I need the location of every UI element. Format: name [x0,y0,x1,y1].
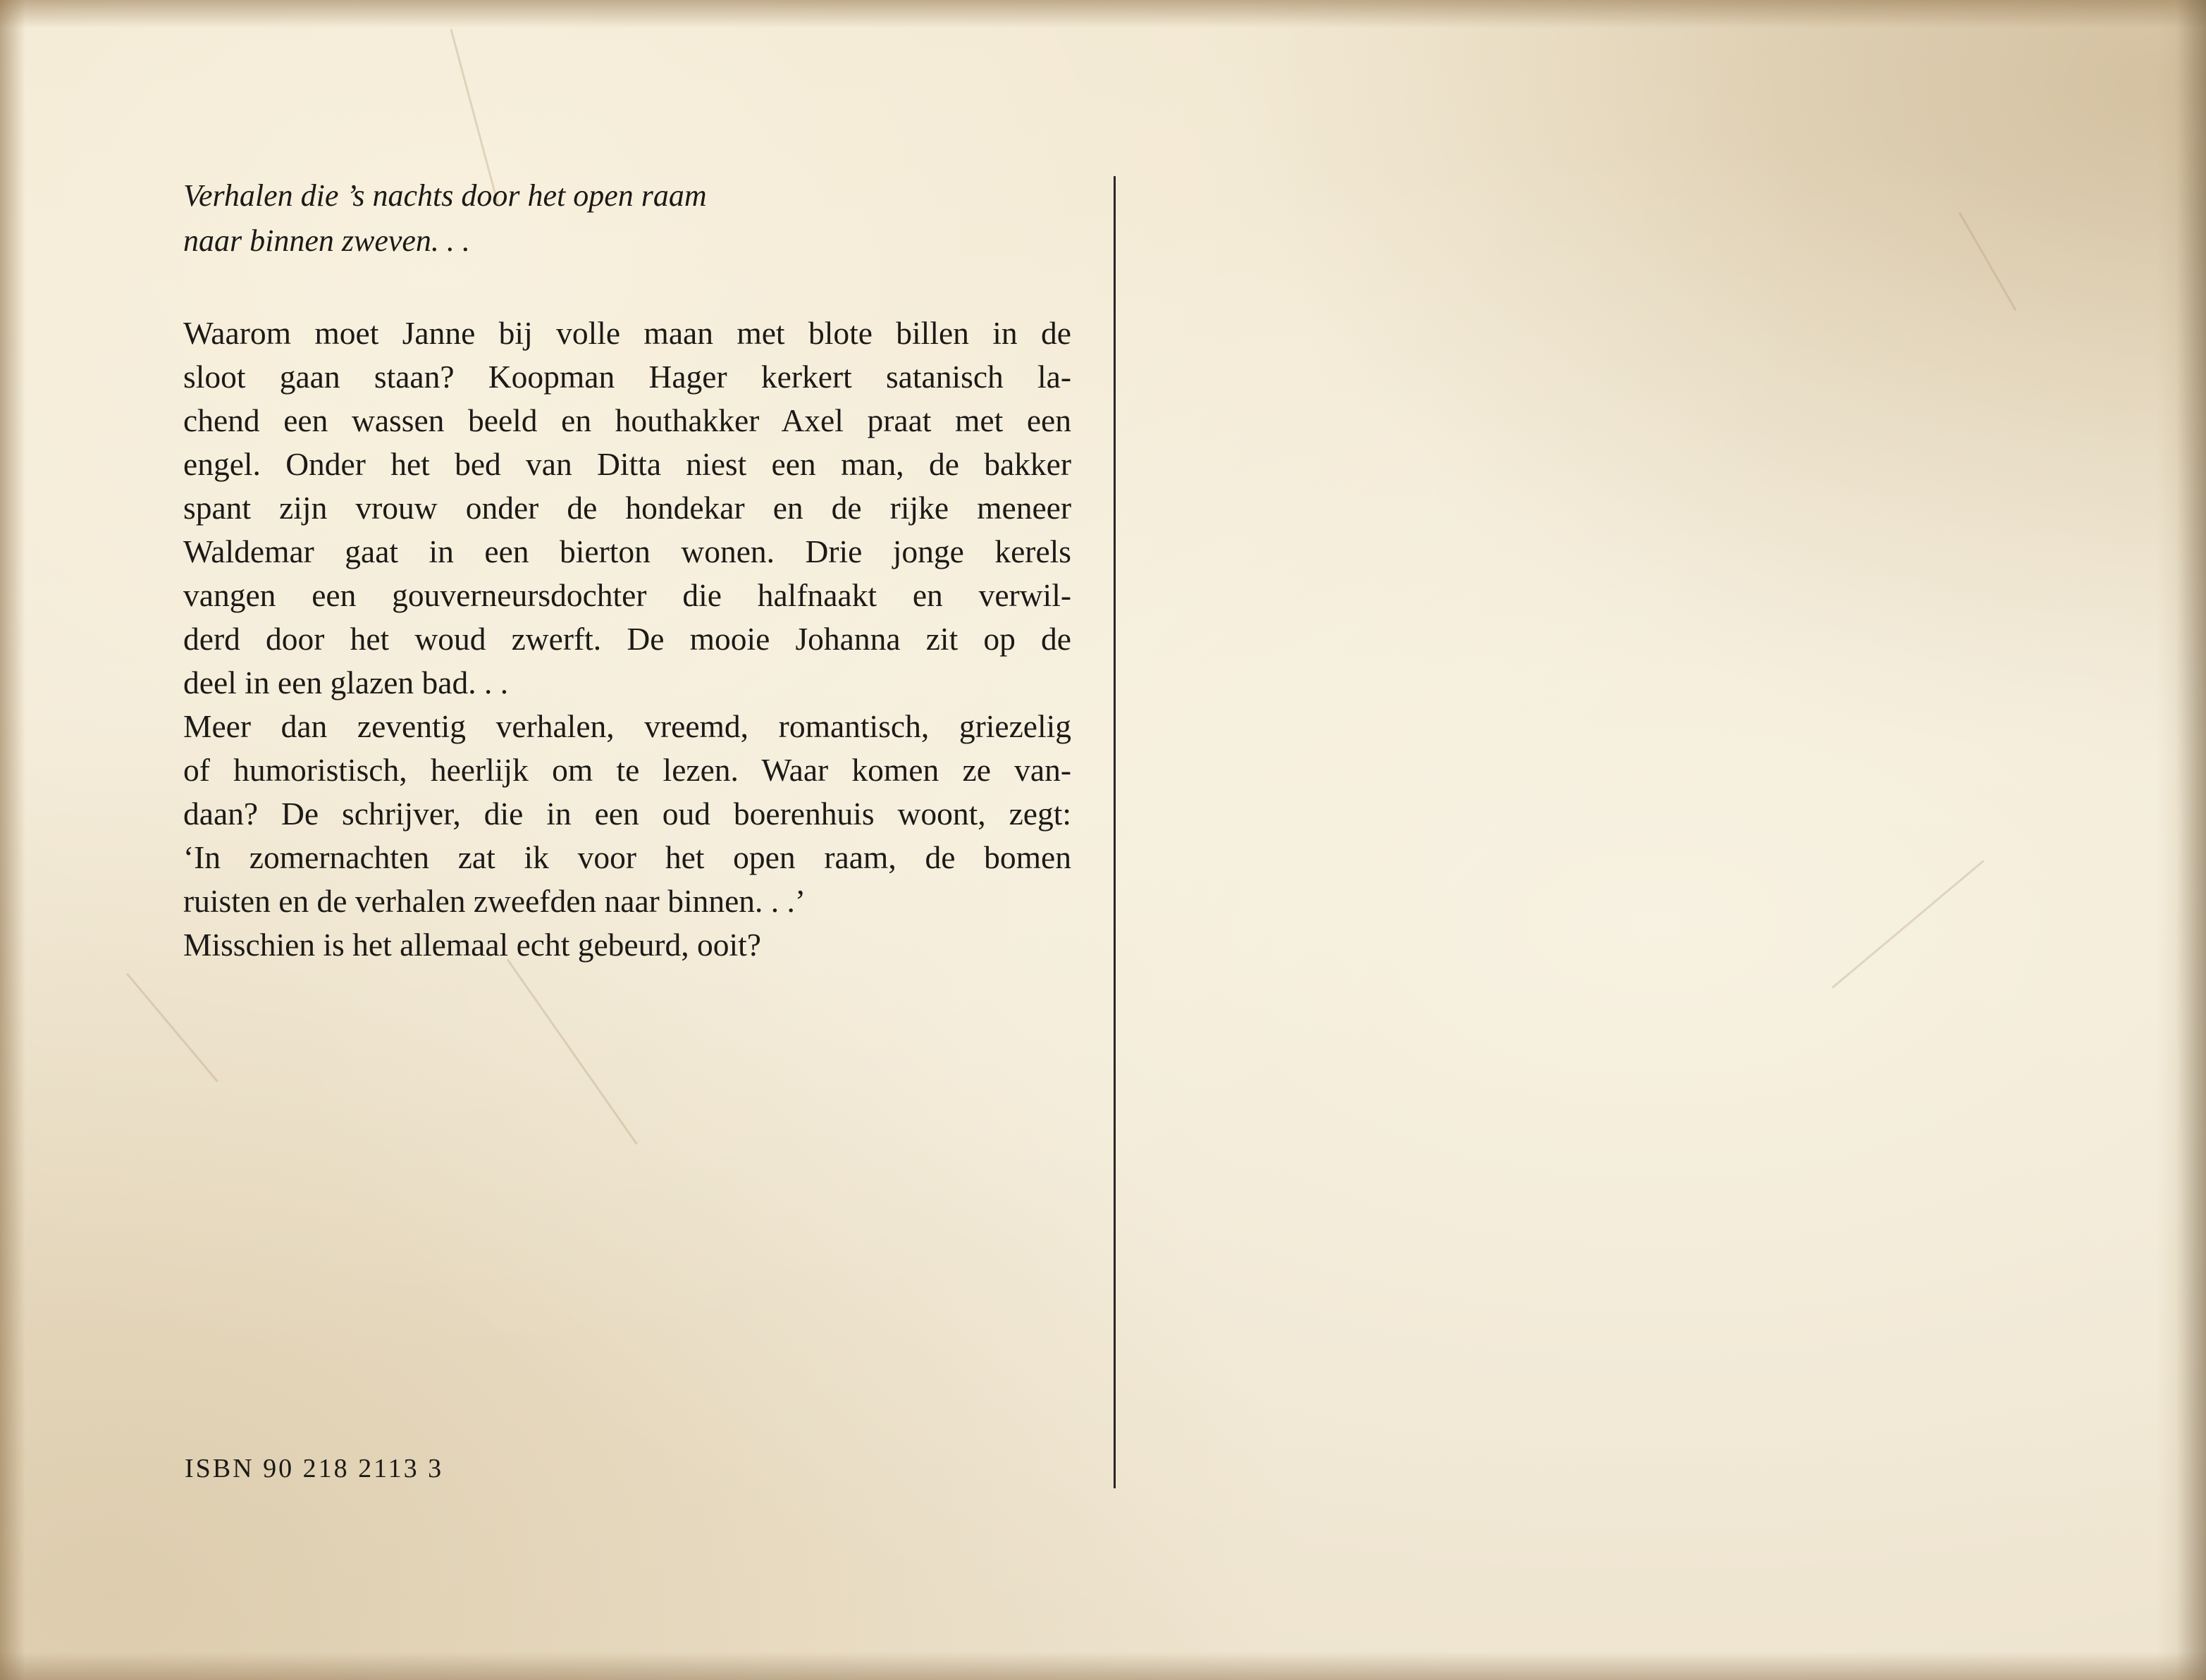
tagline [183,173,1071,264]
blurb-line: spant zijn vrouw onder de hondekar en de rijke meneer [183,490,1071,526]
blurb-line: Misschien is het allemaal echt gebeurd, ooit? [183,927,761,963]
blurb-line: deel in een glazen bad. . . [183,665,509,700]
paper-crease [1959,212,2017,311]
paper-crease [507,959,638,1145]
blurb-line: of humoristisch, heerlijk om te lezen. Waar komen ze van- [183,752,1071,788]
isbn-number: ISBN 90 218 2113 3 [185,1454,444,1483]
paper-edge-top [0,0,2206,28]
blurb-line: daan? De schrijver, die in een oud boerenhuis woont, zegt: [183,796,1071,832]
paper-edge-right [2157,0,2206,1680]
tagline-line: Verhalen die ’s nachts door het open raam [183,178,707,213]
blurb-line: Waldemar gaat in een bierton wonen. Drie jonge kerels [183,533,1071,569]
blurb-line: ruisten en de verhalen zweefden naar binnen. . .’ [183,883,806,919]
paper-crease [1832,860,1984,988]
paper-crease [126,973,218,1082]
blurb-line: Meer dan zeventig verhalen, vreemd, romantisch, griezelig [183,708,1071,744]
paper-edge-left [0,0,25,1680]
blurb-paragraph [183,311,1071,967]
blurb-line: Waarom moet Janne bij volle maan met blote billen in de [183,315,1071,351]
paper-edge-bottom [0,1652,2206,1680]
blurb-line: sloot gaan staan? Koopman Hager kerkert satanisch la- [183,359,1071,395]
blurb-text-block [183,173,1071,967]
blurb-line: ‘In zomernachten zat ik voor het open raam, de bomen [183,839,1071,875]
blurb-line: derd door het woud zwerft. De mooie Johanna zit op de [183,621,1071,657]
tagline-line: naar binnen zweven. . . [183,223,470,258]
blurb-line: engel. Onder het bed van Ditta niest een man, de bakker [183,446,1071,482]
vertical-divider-rule [1114,176,1116,1488]
blurb-line: chend een wassen beeld en houthakker Axel praat met een [183,402,1071,438]
blurb-line: vangen een gouverneursdochter die halfnaakt en verwil- [183,577,1071,613]
